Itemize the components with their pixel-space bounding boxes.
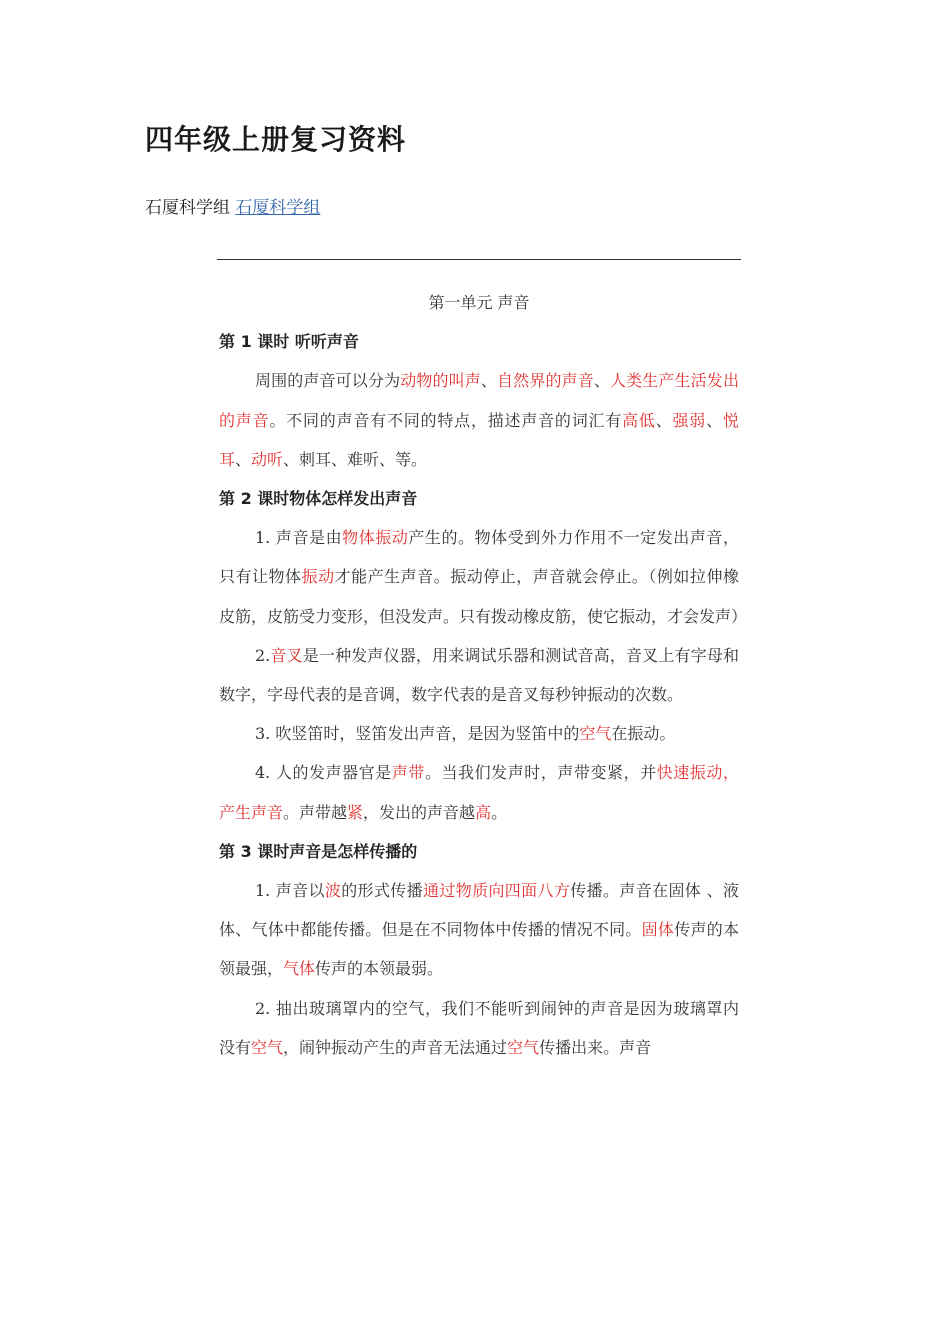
- key-term: 振动: [301, 567, 335, 587]
- text-run: 。不同的声音有不同的特点，描述声音的词汇有: [269, 410, 623, 430]
- text-run: 传播。声音在固体 、液体、气体中都能传播。但是在不同物体中传播的情况不同。: [219, 881, 739, 940]
- text-run: 、: [480, 371, 498, 391]
- lesson-heading: 第 2 课时物体怎样发出声音: [219, 489, 418, 509]
- key-term: 空气: [251, 1037, 284, 1057]
- key-term: 动物的叫声: [400, 371, 481, 391]
- lesson-paragraph: [219, 636, 739, 714]
- text-run: ，发出的声音越: [363, 802, 476, 822]
- lesson-paragraph: [219, 989, 739, 1067]
- author-line: [145, 193, 320, 218]
- text-run: 在振动。: [611, 724, 676, 744]
- text-run: 才能产生声音。振动停止，声音就会停止。（例如拉伸橡皮筋，皮筋受力变形，但没发声。只有拨动橡皮筋，使它振动，才会发声）: [219, 567, 748, 626]
- text-run: 产生的。物体受到外力作用不一定发出声音，只有让物体: [219, 528, 739, 587]
- lesson-paragraph: [219, 361, 739, 479]
- key-term: 波: [324, 881, 342, 901]
- key-term: 紧: [347, 802, 364, 822]
- text-run: 2.: [255, 645, 271, 665]
- key-term: 快速振动，产生声音: [219, 763, 739, 822]
- text-run: 。声带越: [283, 802, 348, 822]
- text-run: 是一种发声仪器，用来调试乐器和测试音高，音叉上有字母和数字，字母代表的是音调，数字代表的是音叉每秒钟振动的次数。: [219, 645, 739, 705]
- lesson-paragraph: [219, 871, 739, 989]
- text-run: 3. 吹竖笛时，竖笛发出声音，是因为竖笛中的: [255, 724, 580, 744]
- text-run: 2. 抽出玻璃罩内的空气，我们不能听到闹钟的声音是因为玻璃罩内没有: [219, 998, 739, 1057]
- document-title: 四年级上册复习资料: [145, 123, 407, 156]
- text-run: 的形式传播: [341, 881, 423, 901]
- text-run: 1. 声音以: [255, 881, 325, 901]
- lesson-heading: 第 3 课时声音是怎样传播的: [219, 841, 418, 861]
- key-term: 人类生产生活发出的声音: [219, 371, 739, 430]
- key-term: 自然界的声音: [497, 371, 594, 391]
- key-term: 物体振动: [342, 528, 409, 548]
- lesson-heading: 第 1 课时 听听声音: [219, 332, 359, 352]
- text-run: 传声的本领最强，: [219, 920, 739, 979]
- text-run: 、: [706, 410, 723, 430]
- text-run: 。: [491, 802, 508, 822]
- text-run: 4. 人的发声器官是: [255, 763, 392, 783]
- header-divider: [217, 259, 741, 260]
- key-term: 气体: [283, 959, 316, 979]
- key-term: 声带: [391, 763, 425, 783]
- text-run: 、: [235, 449, 252, 469]
- lesson-paragraph: [219, 753, 739, 831]
- text-run: 周围的声音可以分为: [255, 371, 401, 391]
- key-term: 音叉: [270, 645, 303, 665]
- text-run: 、刺耳、难听、等。: [283, 449, 428, 469]
- document-body: [219, 283, 748, 1067]
- key-term: 强弱: [672, 410, 707, 430]
- lesson-paragraph: [219, 714, 739, 753]
- text-run: ，闹钟振动产生的声音无法通过: [283, 1037, 508, 1057]
- key-term: 动听: [251, 449, 284, 469]
- unit-title: 第一单元 声音: [428, 293, 530, 312]
- lesson-list: [219, 322, 748, 1067]
- key-term: 高: [475, 802, 492, 822]
- text-run: 传播出来。声音: [539, 1037, 652, 1057]
- text-run: 传声的本领最弱。: [315, 959, 444, 979]
- key-term: 空气: [507, 1037, 540, 1057]
- text-run: 、: [593, 371, 610, 391]
- author-name: 石厦科学组: [145, 198, 230, 218]
- text-run: 、: [655, 410, 673, 430]
- text-run: 1. 声音是由: [255, 528, 343, 548]
- key-term: 固体: [641, 920, 675, 940]
- author-link[interactable]: 石厦科学组: [235, 198, 321, 218]
- lesson-paragraph: [219, 518, 748, 636]
- key-term: 高低: [622, 410, 656, 430]
- key-term: 通过物质向四面八方: [423, 881, 571, 901]
- text-run: 。当我们发声时，声带变紧，并: [424, 763, 657, 783]
- key-term: 空气: [579, 724, 612, 744]
- key-term: 悦耳: [219, 410, 739, 469]
